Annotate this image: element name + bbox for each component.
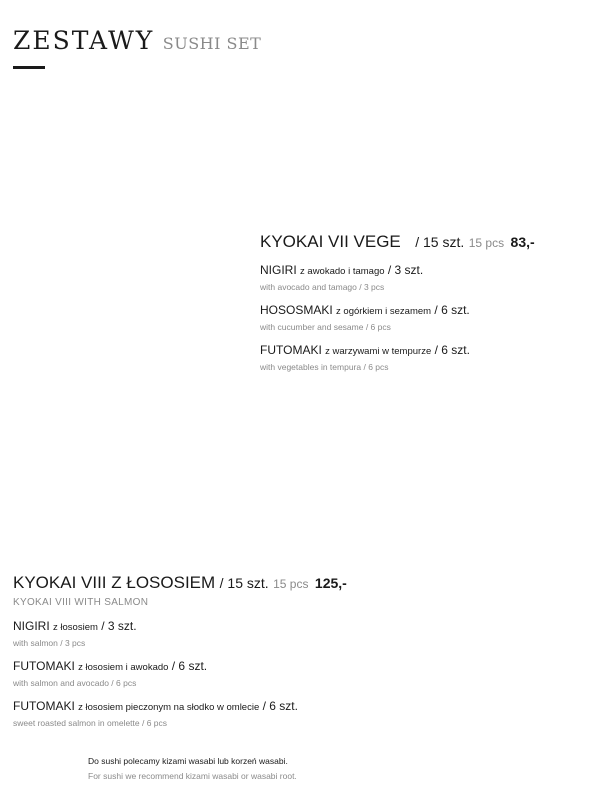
- set-item: [13, 699, 347, 728]
- set-item: [260, 343, 535, 372]
- item-description: z ogórkiem i sezamem: [336, 306, 432, 317]
- item-quantity: / 6 szt.: [171, 659, 208, 673]
- menu-set-kyokai-viii-salmon: [13, 573, 347, 728]
- menu-set-kyokai-vii-vege: [260, 232, 535, 372]
- set-quantity: / 15 szt.: [219, 575, 269, 591]
- item-name: HOSOSMAKI: [260, 303, 333, 317]
- set-price: 83,-: [510, 234, 535, 250]
- item-translation: with vegetables in tempura / 6 pcs: [260, 362, 389, 372]
- set-price: 125,-: [314, 575, 347, 591]
- item-translation: with salmon and avocado / 6 pcs: [13, 678, 137, 688]
- page-subtitle: SUSHI SET: [162, 34, 262, 53]
- item-description: z warzywami w tempurze: [325, 346, 432, 357]
- set-heading: [13, 573, 347, 593]
- footer-note: [88, 756, 297, 781]
- item-name: NIGIRI: [260, 263, 297, 277]
- item-description: z łososiem pieczonym na słodko w omlecie: [78, 702, 260, 713]
- set-item: [13, 659, 347, 688]
- item-translation: with avocado and tamago / 3 pcs: [260, 282, 385, 292]
- title-underline: [13, 66, 45, 69]
- item-translation: with cucumber and sesame / 6 pcs: [260, 322, 391, 332]
- set-item: [13, 619, 347, 648]
- set-item: [260, 263, 535, 292]
- item-description: z łososiem: [53, 622, 98, 633]
- set-name: KYOKAI VII VEGE: [260, 232, 401, 251]
- set-quantity: / 15 szt.: [415, 234, 465, 250]
- item-description: z łososiem i awokado: [78, 662, 169, 673]
- item-quantity: / 6 szt.: [434, 303, 470, 317]
- item-description: z awokado i tamago: [300, 266, 385, 277]
- item-name: NIGIRI: [13, 619, 50, 633]
- footer-note-polish: Do sushi polecamy kizami wasabi lub korzeń wasabi.: [88, 756, 288, 766]
- set-name: KYOKAI VIII Z ŁOSOSIEM: [13, 573, 216, 592]
- footer-note-english: For sushi we recommend kizami wasabi or wasabi root.: [88, 771, 297, 781]
- item-translation: with salmon / 3 pcs: [13, 638, 86, 648]
- item-quantity: / 3 szt.: [387, 263, 424, 277]
- set-pieces: 15 pcs: [273, 577, 309, 591]
- set-name-translation: KYOKAI VIII WITH SALMON: [13, 597, 149, 608]
- item-name: FUTOMAKI: [13, 659, 75, 673]
- item-translation: sweet roasted salmon in omelette / 6 pcs: [13, 718, 168, 728]
- set-heading: [260, 232, 535, 252]
- item-name: FUTOMAKI: [260, 343, 322, 357]
- item-name: FUTOMAKI: [13, 699, 75, 713]
- item-quantity: / 6 szt.: [262, 699, 298, 713]
- set-item: [260, 303, 535, 332]
- page-title: ZESTAWY: [13, 26, 155, 55]
- page-header: [13, 26, 261, 55]
- set-pieces: 15 pcs: [468, 236, 505, 250]
- item-quantity: / 6 szt.: [434, 343, 470, 357]
- item-quantity: / 3 szt.: [101, 619, 137, 633]
